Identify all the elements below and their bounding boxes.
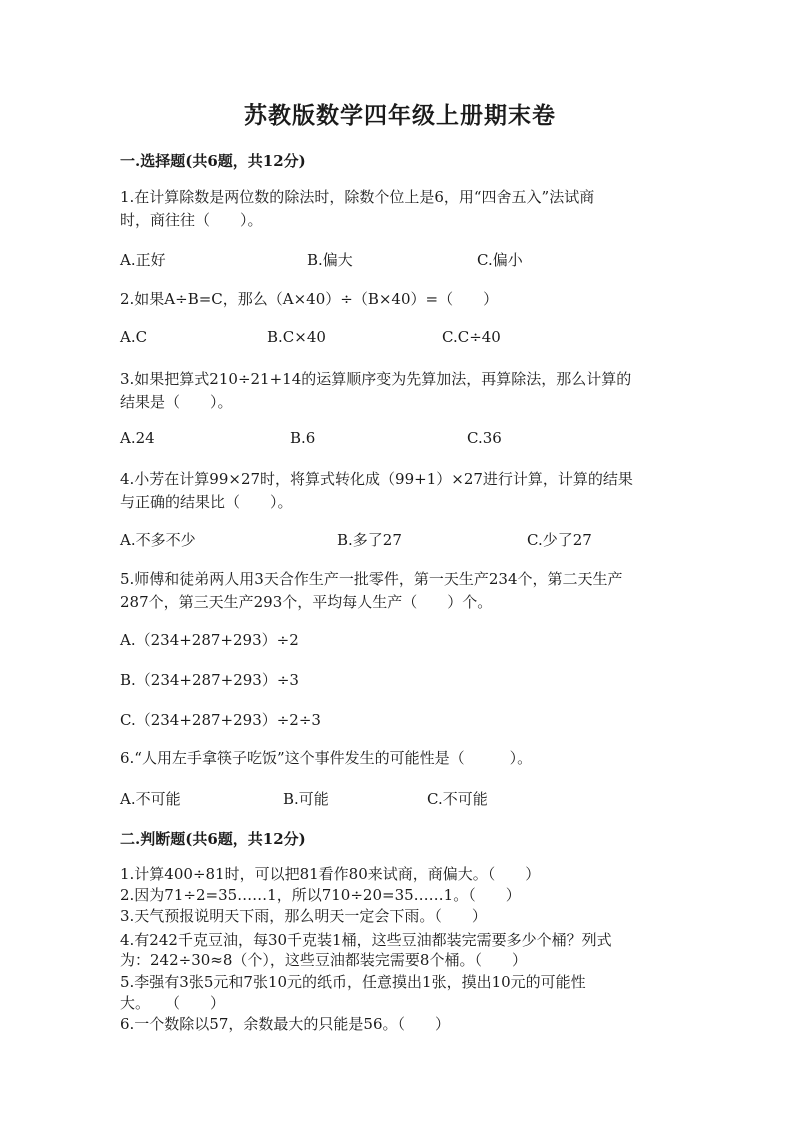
question-6-option-a: A.不可能 bbox=[120, 790, 181, 808]
question-2-option-a: A.C bbox=[120, 328, 148, 346]
question-3-line-2: 结果是（ ）。 bbox=[120, 393, 233, 411]
judgment-line-6: 5.李强有3张5元和7张10元的纸币，任意摸出1张，摸出10元的可能性 bbox=[120, 973, 586, 991]
question-5-line-2: 287个，第三天生产293个，平均每人生产（ ）个。 bbox=[120, 593, 493, 611]
judgment-line-4: 4.有242千克豆油，每30千克装1桶，这些豆油都装完需要多少个桶？列式 bbox=[120, 931, 612, 949]
question-4-option-a: A.不多不少 bbox=[120, 531, 196, 549]
page-title: 苏教版数学四年级上册期末卷 bbox=[244, 102, 556, 129]
question-1-option-a: A.正好 bbox=[120, 251, 166, 269]
question-6-line-1: 6.“人用左手拿筷子吃饭”这个事件发生的可能性是（ ）。 bbox=[120, 749, 533, 767]
judgment-line-7: 大。 （ ） bbox=[120, 994, 226, 1012]
question-1-line-1: 1.在计算除数是两位数的除法时，除数个位上是6，用“四舍五入”法试商 bbox=[120, 188, 595, 206]
judgment-line-1: 1.计算400÷81时，可以把81看作80来试商，商偏大。（ ） bbox=[120, 865, 541, 883]
question-5-option-a: A.（234+287+293）÷2 bbox=[120, 631, 299, 649]
question-4-line-2: 与正确的结果比（ ）。 bbox=[120, 493, 293, 511]
question-4-option-b: B.多了27 bbox=[337, 531, 402, 549]
question-3-option-c: C.36 bbox=[467, 429, 502, 447]
question-4-line-1: 4.小芳在计算99×27时，将算式转化成（99+1）×27进行计算，计算的结果 bbox=[120, 470, 633, 488]
question-6-option-b: B.可能 bbox=[283, 790, 329, 808]
question-3-option-a: A.24 bbox=[120, 429, 155, 447]
question-1-option-c: C.偏小 bbox=[477, 251, 523, 269]
judgment-line-2: 2.因为71÷2=35……1，所以710÷20=35……1。（ ） bbox=[120, 886, 521, 904]
question-1-option-b: B.偏大 bbox=[307, 251, 353, 269]
section-heading-judgment: 二.判断题(共6题，共12分) bbox=[120, 830, 306, 848]
judgment-line-8: 6.一个数除以57，余数最大的只能是56。（ ） bbox=[120, 1015, 450, 1033]
question-3-line-1: 3.如果把算式210÷21+14的运算顺序变为先算加法，再算除法，那么计算的 bbox=[120, 370, 632, 388]
question-3-option-b: B.6 bbox=[290, 429, 316, 447]
question-1-line-2: 时，商往往（ ）。 bbox=[120, 211, 263, 229]
question-2-option-b: B.C×40 bbox=[267, 328, 326, 346]
section-heading-choice: 一.选择题(共6题，共12分) bbox=[120, 152, 306, 170]
question-2-line-1: 2.如果A÷B=C，那么（A×40）÷（B×40）=（ ） bbox=[120, 290, 499, 308]
question-5-option-b: B.（234+287+293）÷3 bbox=[120, 671, 299, 689]
question-5-option-c: C.（234+287+293）÷2÷3 bbox=[120, 711, 321, 729]
question-5-line-1: 5.师傅和徒弟两人用3天合作生产一批零件，第一天生产234个，第二天生产 bbox=[120, 570, 623, 588]
question-6-option-c: C.不可能 bbox=[427, 790, 488, 808]
judgment-line-3: 3.天气预报说明天下雨，那么明天一定会下雨。（ ） bbox=[120, 907, 487, 925]
question-2-option-c: C.C÷40 bbox=[442, 328, 501, 346]
question-4-option-c: C.少了27 bbox=[527, 531, 592, 549]
judgment-line-5: 为：242÷30≈8（个），这些豆油都装完需要8个桶。（ ） bbox=[120, 951, 527, 969]
